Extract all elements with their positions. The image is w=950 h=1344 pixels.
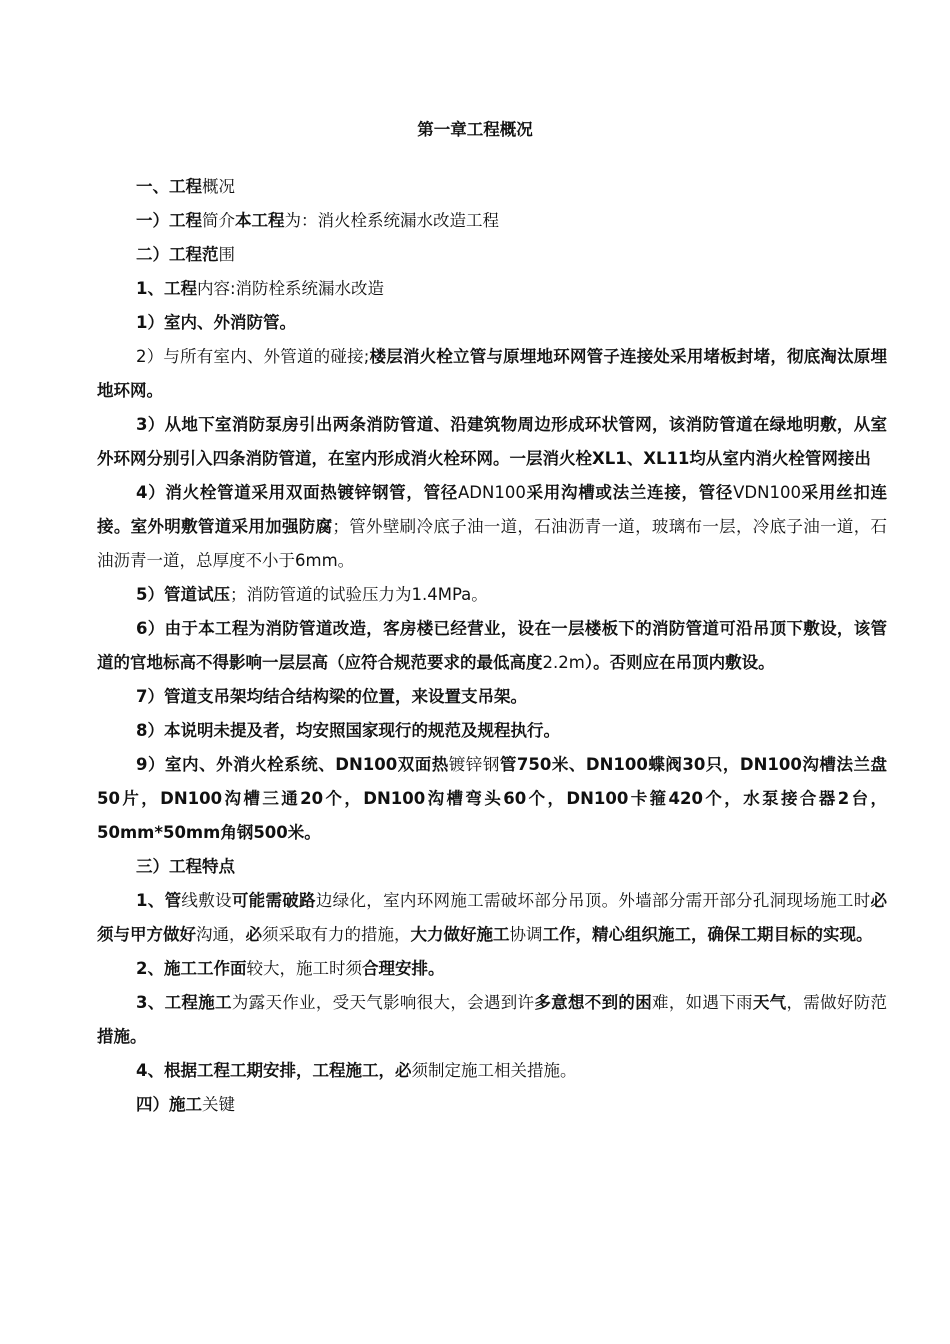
text-segment: 管750米、DN100蝶阀30只，DN100沟槽法兰盘50片，DN100沟槽三通20个，DN100沟槽弯头60个，DN100卡箍420个，水泵接合器2台，50mm*50mm角钢500米。 [97,755,887,842]
paragraph [97,476,887,578]
paragraph [97,170,887,204]
text-segment: 2）与所有室内、外管道的 [136,347,331,366]
text-segment: 围 [218,245,235,264]
text-segment: 措施。 [97,1027,147,1046]
paragraph [97,238,887,272]
text-segment: 3）从地下室消防泵房引出两条消防管道、沿建筑物周边形成环状管网，该消防管道在绿地明敷，从室外环网分别引入四条消防管道，在室内形成消火栓环网。一层消火栓XL1、XL11均从室内消火栓管网接出 [97,415,887,468]
text-segment: ADN100 [458,483,526,502]
text-segment: 1.4MPa。 [411,585,488,604]
text-segment: 1）室内、外消防管。 [136,313,296,332]
text-segment: 关键 [202,1095,235,1114]
paragraph [97,884,887,952]
text-segment: 防范 [853,993,888,1012]
paragraph [97,680,887,714]
text-segment: 须制定施工相关措施。 [411,1061,577,1080]
text-segment: 8）本说明未提及者，均安照国家现行的规范及规程执行。 [136,721,560,740]
text-segment: 四）施工 [136,1095,202,1114]
paragraph [97,272,887,306]
text-segment: 做好 [163,925,196,944]
text-segment: 难，如遇下雨 [652,993,753,1012]
paragraph [97,952,887,986]
text-segment: 多意想不到的困 [534,993,653,1012]
text-segment: 协调 [509,925,543,944]
text-segment: 为露天作业，受天气影响很大，会遇到许 [231,993,535,1012]
paragraph [97,850,887,884]
paragraph [97,1054,887,1088]
text-segment: 可能需破路 [231,891,316,910]
paragraph [97,204,887,238]
text-segment: 一、工程 [136,177,202,196]
text-segment: 为：消火栓系统漏水改造工程 [284,211,499,230]
paragraph [97,748,887,850]
text-segment: 合理安排。 [361,959,445,978]
text-segment: 采用沟槽或法兰连接，管径 [525,483,734,502]
text-segment: 2、施工工作面 [136,959,247,978]
text-segment: 线敷设 [181,891,232,910]
text-segment: 边绿化，室内环网施工需破坏部分吊顶。外墙部分需开部分孔洞现场施工时 [315,891,871,910]
text-segment: 沟通， [196,925,246,944]
document-body [97,170,887,1122]
text-segment: 一）工程 [136,211,202,230]
text-segment: ；消防管道的试验压力为 [229,585,412,604]
text-segment: 天气 [752,993,787,1012]
paragraph [97,714,887,748]
text-segment: 楼层消火栓立管与原埋地环网管子连接处采用堵板封堵，彻底淘汰原埋地环网。 [97,347,888,400]
paragraph [97,986,887,1054]
text-segment: 3、工程施工 [136,993,232,1012]
text-segment: 1、工程 [136,279,197,298]
text-segment: 消防栓系统漏水改造 [235,279,385,298]
text-segment: 采用丝扣连接。室外明敷管道采用加强防腐 [97,483,888,536]
text-segment: 6）由于本工程为消防管道改造，客房楼已经营业，设在一层楼板下的消防管道可沿吊顶下敷设，该管道的官地标高不得影响一层层高（应符合规范要求的最低高度 [97,619,887,672]
text-segment: 内容: [196,279,236,298]
text-segment: 概况 [202,177,235,196]
text-segment: 1、管 [136,891,182,910]
text-segment: ）。否则应在吊顶内敷设。 [584,653,775,672]
text-segment: 4、根据工程工期安排，工程施工，必 [136,1061,412,1080]
text-segment: 2.2m [542,653,585,672]
paragraph [97,340,887,408]
text-segment: 必须与甲方 [97,891,888,944]
text-segment: 二）工程范 [136,245,219,264]
text-segment: 简介 [202,211,235,230]
text-segment: 7）管道支吊架均结合结构梁的位置，来设置支吊架。 [136,687,527,706]
text-segment: 须采取有力的措施， [262,925,411,944]
text-segment: 较大，施工时须 [246,959,362,978]
text-segment: VDN100 [733,483,801,502]
text-segment: 三）工程特点 [136,857,235,876]
text-segment: 9）室内、外消火栓系统、DN100双面热 [136,755,449,774]
text-segment: 6mm。 [295,551,355,570]
text-segment: 必 [245,925,262,944]
text-segment: ，需做好 [786,993,854,1012]
text-segment: 4）消火栓管道采用双面热镀锌钢管，管径 [136,483,459,502]
paragraph [97,408,887,476]
text-segment: 本工程 [235,211,285,230]
text-segment: 工作，精心组织施工，确保工期目标的实现。 [542,925,873,944]
paragraph [97,612,887,680]
text-segment: 5）管道试压 [136,585,230,604]
paragraph [97,306,887,340]
text-segment: 大力做好施工 [410,925,510,944]
text-segment: 碰接; [330,347,370,366]
paragraph [97,578,887,612]
chapter-title: 第一章工程概况 [417,120,533,139]
text-segment: 镀锌钢 [448,755,500,774]
text-segment: ；管外壁刷冷底子油一道，石油沥青一道，玻璃布一层，冷底子油一道，石油沥青一道，总厚度不小于 [97,517,888,570]
paragraph [97,1088,887,1122]
